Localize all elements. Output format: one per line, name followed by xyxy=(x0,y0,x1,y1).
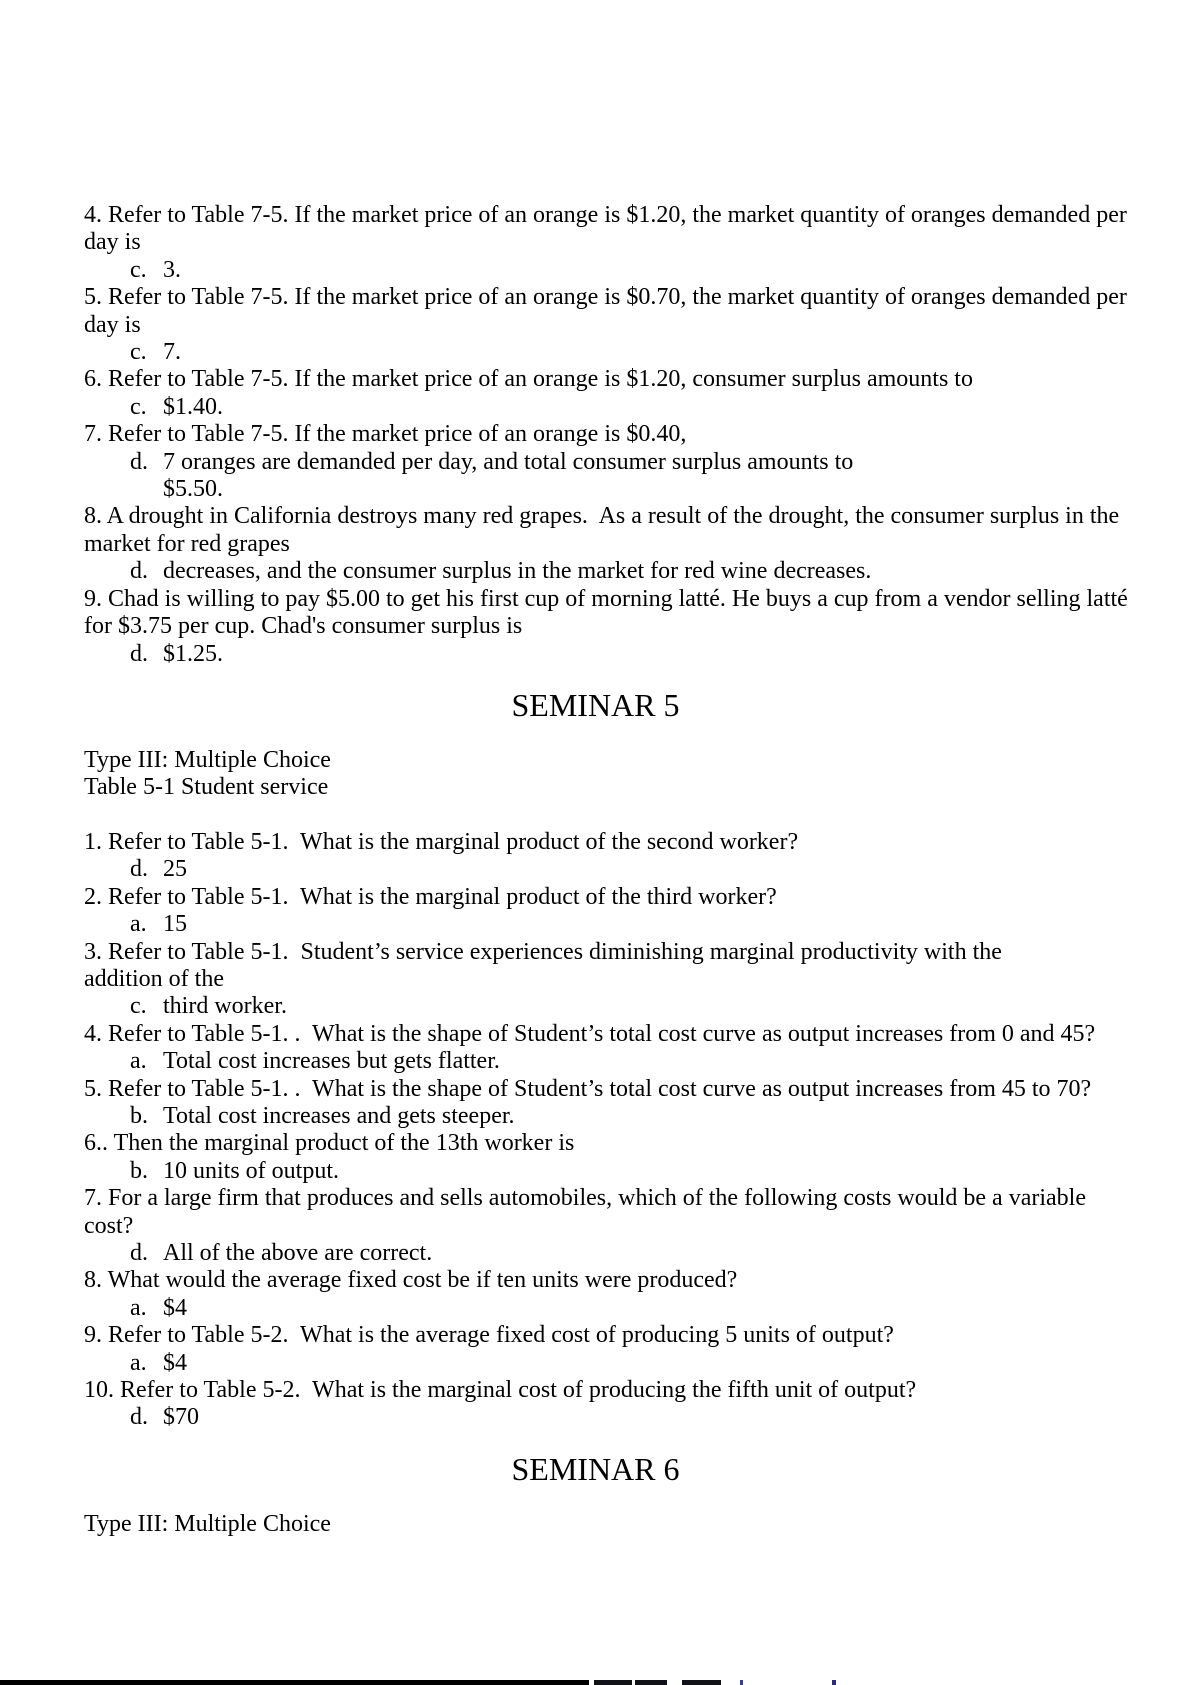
text-line: 3. Refer to Table 5-1. Student’s service experiences diminishing marginal productivity with the xyxy=(84,938,1002,965)
option-text: Total cost increases but gets flatter. xyxy=(163,1048,500,1075)
option-letter: d. xyxy=(130,640,148,667)
answer-option xyxy=(84,1240,1107,1267)
option-letter: d. xyxy=(130,558,148,585)
text-line: 7. For a large firm that produces and sells automobiles, which of the following costs would be a variable xyxy=(84,1185,1086,1212)
answer-option xyxy=(84,1350,1107,1377)
cut-off-table-border-segment xyxy=(740,1680,743,1685)
option-letter: c. xyxy=(130,393,147,420)
option-text: 3. xyxy=(163,256,181,283)
option-text: 7. xyxy=(163,339,181,366)
text-line: addition of the xyxy=(84,965,224,992)
option-text: $4 xyxy=(163,1294,187,1321)
answer-option-continuation: $5.50. xyxy=(163,476,223,503)
text-line: market for red grapes xyxy=(84,530,290,557)
text-line: 8. What would the average fixed cost be if ten units were produced? xyxy=(84,1267,738,1294)
cut-off-table-border-segment xyxy=(682,1680,721,1685)
option-text: $1.40. xyxy=(163,393,223,420)
option-text: All of the above are correct. xyxy=(163,1240,433,1267)
option-text: decreases, and the consumer surplus in the market for red wine decreases. xyxy=(163,558,872,585)
text-line: 5. Refer to Table 5-1. . What is the shape of Student’s total cost curve as output increases from 45 to 70? xyxy=(84,1075,1092,1102)
option-text: Total cost increases and gets steeper. xyxy=(163,1102,515,1129)
answer-option xyxy=(84,1404,1107,1431)
option-letter: a. xyxy=(130,1294,147,1321)
blank-line xyxy=(84,802,1107,829)
text-line: 4. Refer to Table 5-1. . What is the shape of Student’s total cost curve as output increases from 0 and 45? xyxy=(84,1020,1096,1047)
answer-option xyxy=(84,394,1107,421)
text-line: 9. Chad is willing to pay $5.00 to get his first cup of morning latté. He buys a cup from a vendor selling latté xyxy=(84,585,1128,612)
answer-option xyxy=(84,1103,1107,1130)
option-text: 7 oranges are demanded per day, and total consumer surplus amounts to xyxy=(163,448,854,475)
option-letter: b. xyxy=(130,1157,148,1184)
answer-option xyxy=(84,1295,1107,1322)
text-line: for $3.75 per cup. Chad's consumer surplus is xyxy=(84,613,523,640)
seminar-heading: SEMINAR 6 xyxy=(511,1450,680,1487)
text-line: 1. Refer to Table 5-1. What is the marginal product of the second worker? xyxy=(84,828,799,855)
option-text: $1.25. xyxy=(163,640,223,667)
answer-option xyxy=(84,1158,1107,1185)
option-text: 25 xyxy=(163,856,187,883)
option-letter: a. xyxy=(130,1048,147,1075)
text-line: Table 5-1 Student service xyxy=(84,774,329,801)
option-letter: c. xyxy=(130,339,147,366)
option-letter: a. xyxy=(130,1349,147,1376)
text-line: day is xyxy=(84,311,141,338)
text-line: 4. Refer to Table 7-5. If the market price of an orange is $1.20, the market quantity of oranges demanded per xyxy=(84,202,1127,228)
option-letter: c. xyxy=(130,256,147,283)
text-line: 6. Refer to Table 7-5. If the market price of an orange is $1.20, consumer surplus amounts to xyxy=(84,366,973,393)
cut-off-table-border-segment xyxy=(832,1680,836,1685)
text-line: 5. Refer to Table 7-5. If the market price of an orange is $0.70, the market quantity of oranges demanded per xyxy=(84,284,1127,311)
text-line: 7. Refer to Table 7-5. If the market price of an orange is $0.40, xyxy=(84,421,687,448)
option-letter: d. xyxy=(130,1404,148,1431)
option-letter: d. xyxy=(130,448,148,475)
cut-off-table-border xyxy=(0,1680,1191,1685)
answer-option xyxy=(84,911,1107,938)
answer-option xyxy=(84,449,1107,476)
option-text: 10 units of output. xyxy=(163,1157,340,1184)
seminar-heading: SEMINAR 5 xyxy=(511,686,680,723)
cut-off-table-border-segment xyxy=(594,1680,632,1685)
answer-option xyxy=(84,993,1107,1020)
option-letter: d. xyxy=(130,1240,148,1267)
text-line: Type III: Multiple Choice xyxy=(84,1510,331,1537)
text-line: day is xyxy=(84,229,141,256)
answer-option xyxy=(84,257,1107,284)
cut-off-table-border-segment xyxy=(635,1680,667,1685)
cut-off-table-border-segment xyxy=(0,1680,589,1685)
text-line: cost? xyxy=(84,1212,134,1239)
answer-option xyxy=(84,1048,1107,1075)
text-line: 10. Refer to Table 5-2. What is the marginal cost of producing the fifth unit of output? xyxy=(84,1377,917,1404)
text-line: Type III: Multiple Choice xyxy=(84,746,331,773)
document-text-body xyxy=(84,202,1128,1538)
option-letter: d. xyxy=(130,856,148,883)
text-line: 6.. Then the marginal product of the 13th worker is xyxy=(84,1130,575,1157)
option-text: $70 xyxy=(163,1404,199,1431)
answer-option xyxy=(84,558,1107,585)
answer-option xyxy=(84,856,1107,883)
option-letter: c. xyxy=(130,993,147,1020)
text-line: 2. Refer to Table 5-1. What is the marginal product of the third worker? xyxy=(84,883,777,910)
text-line: 9. Refer to Table 5-2. What is the average fixed cost of producing 5 units of output? xyxy=(84,1322,894,1349)
option-text: $4 xyxy=(163,1349,187,1376)
option-letter: a. xyxy=(130,911,147,938)
option-text: third worker. xyxy=(163,993,287,1020)
text-line: 8. A drought in California destroys many red grapes. As a result of the drought, the consumer surplus in the xyxy=(84,503,1120,530)
answer-option xyxy=(84,641,1107,668)
answer-option xyxy=(84,339,1107,366)
option-text: 15 xyxy=(163,911,187,938)
option-letter: b. xyxy=(130,1102,148,1129)
